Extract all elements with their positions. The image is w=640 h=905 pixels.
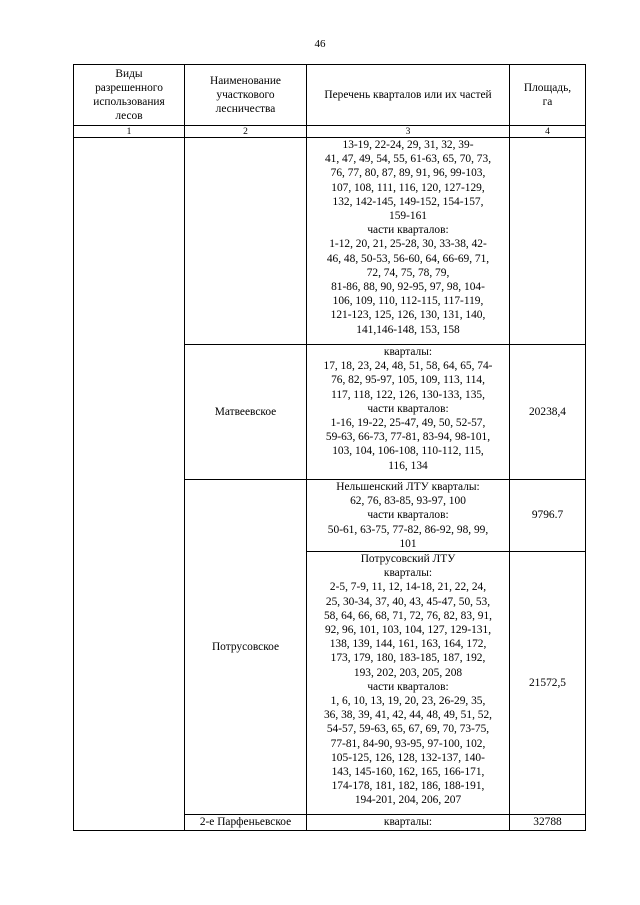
header-quarters-list: Перечень кварталов или их частей [307,65,510,126]
quarters-line: 116, 134 [388,459,428,472]
quarters-line: 41, 47, 49, 54, 55, 61-63, 65, 70, 73, [324,153,492,166]
quarters-line: 76, 82, 95-97, 105, 109, 113, 114, [331,374,485,387]
area-cell: 32788 [510,815,586,831]
quarters-line: 1-16, 19-22, 25-47, 49, 50, 52-57, [330,417,486,430]
forest-use-type-cell [74,138,185,831]
header-row [74,65,586,126]
quarters-line: 193, 202, 203, 205, 208 [353,666,463,679]
quarters-line: 194-201, 204, 206, 207 [354,794,462,807]
quarters-line: 105-125, 126, 128, 132-137, 140- [331,751,485,764]
quarters-line: 174-178, 181, 182, 186, 188-191, [331,780,485,793]
quarters-line: 141,146-148, 153, 158 [356,323,460,336]
area-cell: 9796.7 [510,480,586,552]
quarters-line: 62, 76, 83-85, 93-97, 100 [350,495,466,508]
quarters-line: 1-12, 20, 21, 25-28, 30, 33-38, 42- [329,238,487,251]
forestry-name-cell: Матвеевское [185,345,307,480]
forestry-name-cell [185,138,307,345]
header-forest-use-types: Виды разрешенного использования лесов [74,65,185,126]
quarters-list-cell [307,552,510,815]
quarters-line: 159-161 [389,210,427,223]
quarters-line: 101 [399,537,417,550]
column-number-row [74,126,586,138]
column-number: 4 [510,126,586,138]
quarters-line: 76, 77, 80, 87, 89, 91, 96, 99-103, [330,167,486,180]
page-number: 46 [314,38,326,50]
header-forestry-name: Наименование участкового лесничества [185,65,307,126]
column-number: 2 [185,126,307,138]
quarters-line: 103, 104, 106-108, 110-112, 115, [332,445,484,458]
quarters-line: 173, 179, 180, 183-185, 187, 192, [330,652,486,665]
quarters-line: 46, 48, 50-53, 56-60, 64, 66-69, 71, [326,252,490,265]
quarters-line: 59-63, 66-73, 77-81, 83-94, 98-101, [325,431,491,444]
quarters-line: 25, 30-34, 37, 40, 43, 45-47, 50, 53, [325,595,491,608]
quarters-list-cell [307,480,510,552]
quarters-line: части кварталов: [367,224,449,237]
forestry-name-cell: 2-е Парфеньевское [185,815,307,831]
quarters-list-cell [307,138,510,345]
quarters-line: части кварталов: [367,402,449,415]
quarters-line: Потрусовский ЛТУ [360,553,456,566]
area-cell: 20238,4 [510,345,586,480]
quarters-line: 143, 145-160, 162, 165, 166-171, [331,766,485,779]
column-number: 3 [307,126,510,138]
quarters-line: кварталы: [383,816,433,829]
quarters-line: 77-81, 84-90, 93-95, 97-100, 102, [330,737,486,750]
quarters-line: 2-5, 7-9, 11, 12, 14-18, 21, 22, 24, [329,581,487,594]
table-row [74,138,586,345]
quarters-line: 138, 139, 144, 161, 163, 164, 172, [329,638,487,651]
quarters-line: 50-61, 63-75, 77-82, 86-92, 98, 99, [327,523,489,536]
quarters-line: 92, 96, 101, 103, 104, 127, 129-131, [324,624,492,637]
quarters-line: Нельшенский ЛТУ кварталы: [336,481,480,493]
quarters-line: 36, 38, 39, 41, 42, 44, 48, 49, 51, 52, [323,709,492,722]
forest-quarters-table [73,64,586,831]
quarters-line: 121-123, 125, 126, 130, 131, 140, [330,309,486,322]
quarters-line: 13-19, 22-24, 29, 31, 32, 39- [342,139,474,151]
quarters-line: 1, 6, 10, 13, 19, 20, 23, 26-29, 35, [330,695,486,708]
quarters-line: кварталы: [383,567,433,580]
quarters-line: 54-57, 59-63, 65, 67, 69, 70, 73-75, [326,723,490,736]
quarters-list-cell [307,815,510,831]
quarters-line: кварталы: [383,346,433,358]
quarters-line: части кварталов: [367,509,449,522]
quarters-line: 107, 108, 111, 116, 120, 127-129, [331,181,485,194]
quarters-line: 81-86, 88, 90, 92-95, 97, 98, 104- [331,281,485,294]
quarters-line: 117, 118, 122, 126, 130-133, 135, [331,388,485,401]
area-cell: 21572,5 [510,552,586,815]
quarters-list-cell [307,345,510,480]
quarters-line: части кварталов: [367,680,449,693]
quarters-line: 58, 64, 66, 68, 71, 72, 76, 82, 83, 91, [323,609,492,622]
quarters-line: 132, 142-145, 149-152, 154-157, [332,195,484,208]
header-area: Площадь, га [510,65,586,126]
quarters-line: 106, 109, 110, 112-115, 117-119, [332,295,484,308]
quarters-line: 72, 74, 75, 78, 79, [366,266,450,279]
quarters-line: 17, 18, 23, 24, 48, 51, 58, 64, 65, 74- [323,360,493,373]
area-cell [510,138,586,345]
forestry-name-cell: Потрусовское [185,480,307,815]
column-number: 1 [74,126,185,138]
